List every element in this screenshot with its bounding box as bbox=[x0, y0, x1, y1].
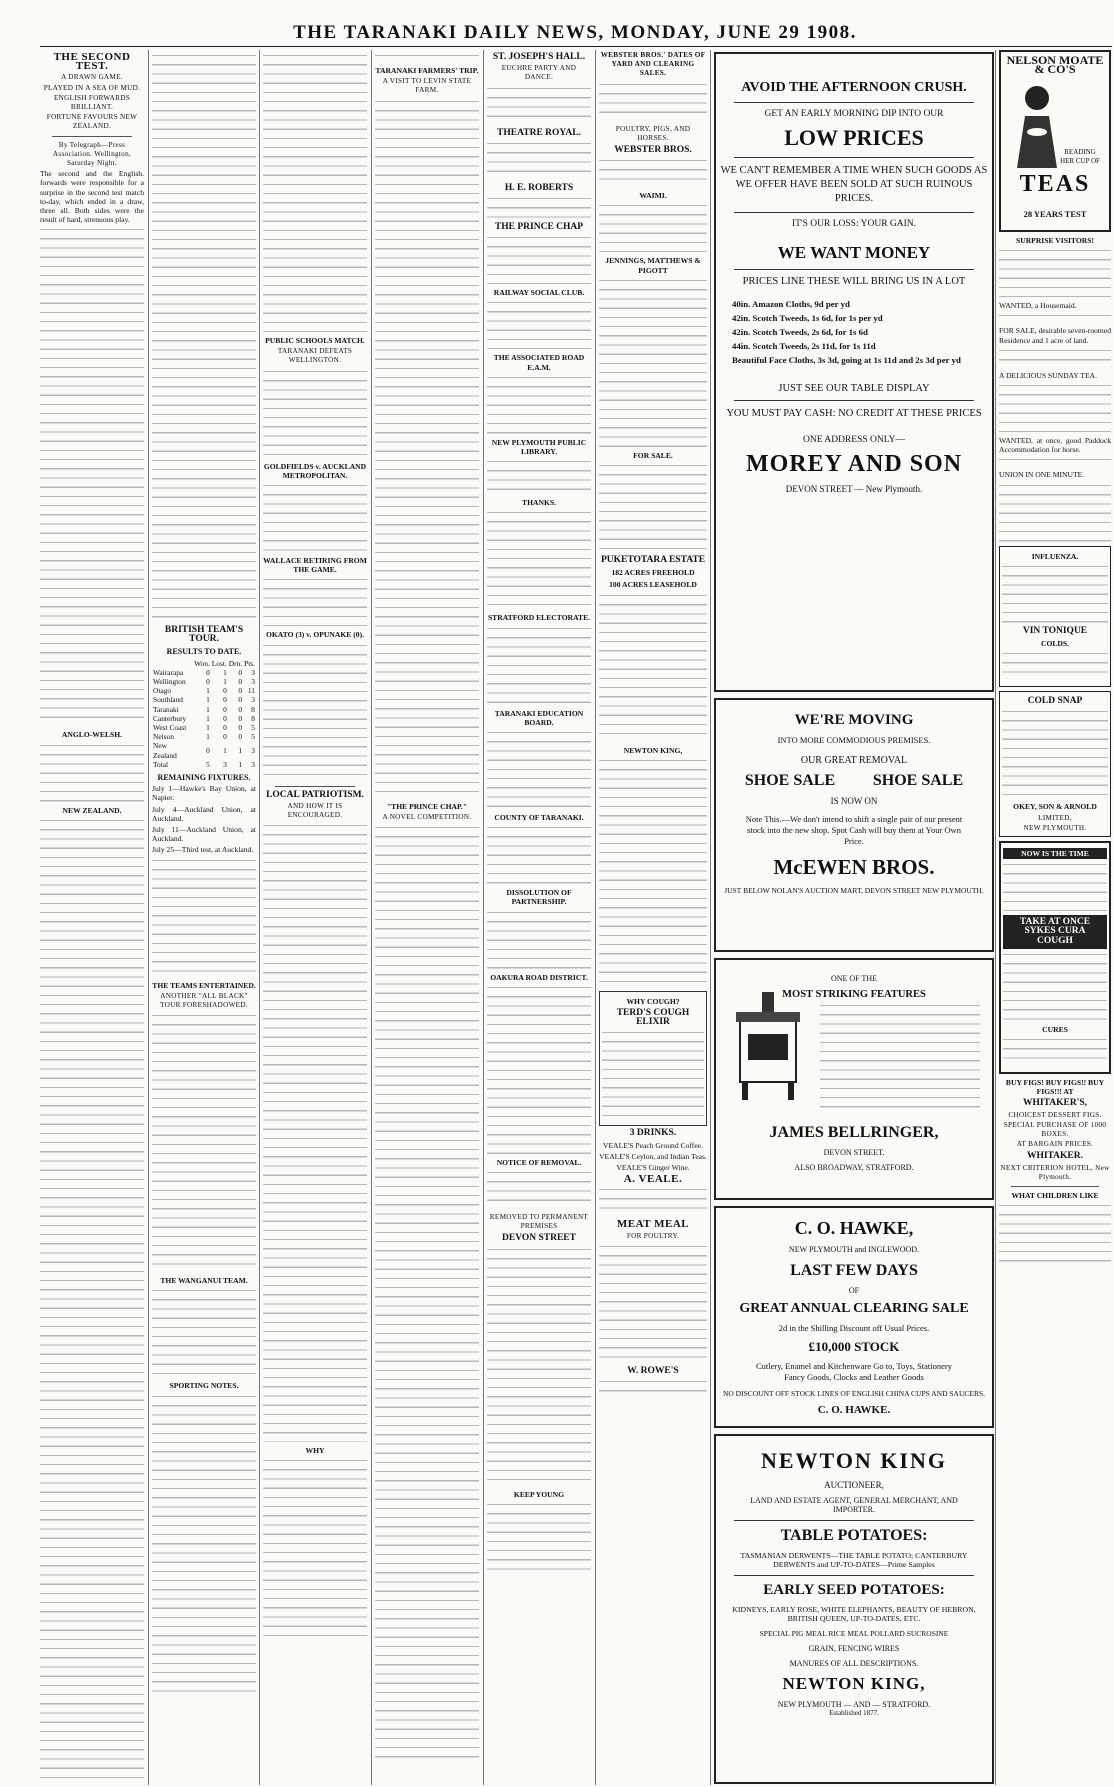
ad-line: WANTED, at once, good Paddock Accommodation for horse. bbox=[999, 436, 1111, 455]
article-body bbox=[263, 52, 367, 332]
notice-heading: 182 ACRES FREEHOLD bbox=[611, 568, 695, 578]
section-heading: REMAINING FIXTURES. bbox=[157, 773, 251, 783]
ad-line: GRAIN, FENCING WIRES bbox=[808, 1644, 900, 1653]
notice-body bbox=[599, 757, 707, 987]
ad-sign: C. O. HAWKE. bbox=[817, 1404, 891, 1416]
ad-line: AT BARGAIN PRICES. bbox=[1016, 1140, 1094, 1149]
fixture-item: July 25—Third test, at Auckland. bbox=[152, 845, 254, 855]
notice-heading: COUNTY OF TARANAKI. bbox=[494, 813, 584, 823]
column-5 bbox=[487, 50, 591, 1783]
table-row: Otago 1 0 0 11 bbox=[153, 686, 255, 696]
ad-headline: COLD SNAP bbox=[1027, 696, 1083, 707]
ad-firm: NEWTON KING bbox=[760, 1448, 947, 1473]
price-item: 42in. Scotch Tweeds, 1s 6d, for 1s per yd bbox=[732, 313, 883, 323]
column-2 bbox=[152, 50, 256, 1783]
ad-sub: INTO MORE COMMODIOUS PREMISES. bbox=[777, 735, 931, 745]
ad-line: IS NOW ON bbox=[830, 796, 878, 806]
ad-deck: FOR POULTRY. bbox=[626, 1231, 680, 1240]
ad-line: SPECIAL PURCHASE OF 1000 BOXES. bbox=[1003, 1120, 1107, 1139]
article-body bbox=[152, 1012, 256, 1272]
ad-title: AVOID THE AFTERNOON CRUSH. bbox=[741, 80, 967, 95]
sykes-advert bbox=[999, 841, 1111, 1074]
notice-heading: KEEP YOUNG bbox=[513, 1489, 565, 1499]
hawke-advert bbox=[714, 1206, 994, 1428]
dateline: By Telegraph—Press Association. Wellington, Saturday Night. bbox=[52, 140, 132, 168]
column-separator bbox=[148, 50, 149, 1785]
divider bbox=[734, 1575, 974, 1576]
mcewen-advert bbox=[714, 698, 994, 952]
ad-sub: AUCTIONEER, bbox=[824, 1480, 884, 1490]
ad-line: PRICES LINE THESE WILL BRING US IN A LOT bbox=[742, 276, 966, 287]
divider bbox=[734, 212, 974, 213]
ad-address: JUST BELOW NOLAN'S AUCTION MART, DEVON STREET NEW PLYMOUTH. bbox=[724, 886, 984, 895]
notice-body bbox=[487, 374, 591, 434]
ad-body: KIDNEYS, EARLY ROSE, WHITE ELEPHANTS, BEAUTY OF HEBRON, BRITISH QUEEN, UP-TO-DATES, ETC. bbox=[732, 1605, 976, 1623]
notice-body bbox=[599, 462, 707, 552]
ad-heading: TERD'S COUGH ELIXIR bbox=[616, 1008, 690, 1028]
notice-heading: PUKETOTARA ESTATE bbox=[600, 555, 706, 566]
notice-heading: THE PRINCE CHAP bbox=[494, 222, 584, 233]
ad-line: IT'S OUR LOSS: YOUR GAIN. bbox=[791, 219, 917, 229]
price-item: 40in. Amazon Cloths, 9d per yd bbox=[732, 299, 850, 309]
notice-body bbox=[487, 1246, 591, 1486]
table-row: Southland 1 0 0 3 bbox=[153, 695, 255, 705]
column-separator bbox=[595, 50, 596, 1785]
ad-line: YOU MUST PAY CASH: NO CREDIT AT THESE PRICES bbox=[726, 408, 982, 419]
notice-body bbox=[599, 277, 707, 447]
ad-address: DEVON STREET — New Plymouth. bbox=[785, 484, 923, 494]
notice-heading: THE ASSOCIATED ROAD E.A.M. bbox=[493, 353, 585, 372]
ad-heading: SURPRISE VISITORS! bbox=[1015, 236, 1094, 245]
nelson-tea-advert bbox=[999, 50, 1111, 232]
divider bbox=[734, 400, 974, 401]
ad-headline: TAKE AT ONCE SYKES CURA COUGH bbox=[1003, 915, 1107, 949]
article-body bbox=[152, 1393, 256, 1693]
ad-sub: NEW PLYMOUTH and INGLEWOOD. bbox=[788, 1245, 920, 1254]
notice-body bbox=[487, 458, 591, 494]
ad-body bbox=[999, 482, 1111, 542]
ad-body bbox=[999, 1202, 1111, 1262]
column-right bbox=[999, 50, 1111, 1783]
divider bbox=[52, 136, 132, 137]
notice-body bbox=[487, 984, 591, 1154]
notice-body bbox=[487, 195, 591, 219]
stove-illustration bbox=[726, 990, 810, 1110]
table-row: West Coast 1 0 0 5 bbox=[153, 723, 255, 733]
notice-body bbox=[487, 1501, 591, 1571]
ad-line: CHOICEST DESSERT FIGS. bbox=[1008, 1110, 1102, 1119]
ad-body bbox=[1002, 563, 1108, 623]
notice-body bbox=[599, 81, 707, 121]
ad-firm: WHITAKER'S, bbox=[1023, 1098, 1087, 1109]
article-deck: A DRAWN GAME. bbox=[61, 73, 123, 82]
article-headline: THE SECOND TEST. bbox=[53, 51, 131, 73]
ad-address: NEXT CRITERION HOTEL, New Plymouth. bbox=[1000, 1163, 1110, 1181]
ad-line: VEALE'S Ginger Wine. bbox=[616, 1163, 690, 1173]
ad-address: ALSO BROADWAY, STRATFORD. bbox=[794, 1163, 914, 1172]
article-body bbox=[263, 482, 367, 552]
ad-heading: CURES bbox=[1042, 1024, 1068, 1034]
ad-body bbox=[820, 1002, 980, 1112]
notice-heading: OAKURA ROAD DISTRICT. bbox=[490, 972, 588, 982]
section-heading: PUBLIC SCHOOLS MATCH. bbox=[265, 336, 365, 345]
section-deck: AND HOW IT IS ENCOURAGED. bbox=[287, 801, 343, 820]
ad-line: SPECIAL PIG MEAL RICE MEAL POLLARD SUCROSINE bbox=[759, 1629, 949, 1638]
notice-heading: NOTICE OF REMOVAL. bbox=[496, 1157, 582, 1167]
price-item: Beautiful Face Cloths, 3s 3d, going at 1s 11d and 2s 3d per yd bbox=[732, 355, 961, 365]
ad-line: OUR GREAT REMOVAL bbox=[800, 755, 908, 766]
ad-firm: NELSON MOATE & CO'S bbox=[1006, 53, 1104, 77]
fixture-item: July 4—Auckland Union, at Auckland. bbox=[152, 804, 256, 823]
ad-sub: LAND AND ESTATE AGENT, GENERAL MERCHANT, AND IMPORTER. bbox=[750, 1496, 958, 1514]
ad-firm: JAMES BELLRINGER, bbox=[769, 1124, 939, 1141]
table-row: Canterbury 1 0 0 8 bbox=[153, 713, 255, 723]
ad-headline: EARLY SEED POTATOES: bbox=[763, 1582, 945, 1598]
ad-address: NEW PLYMOUTH — AND — STRATFORD. bbox=[777, 1700, 931, 1709]
article-body bbox=[263, 368, 367, 458]
newton-king-advert bbox=[714, 1434, 994, 1784]
team-list bbox=[40, 742, 144, 802]
article-body bbox=[40, 817, 144, 1783]
column-separator bbox=[710, 50, 711, 1785]
notice-deck: EUCHRE PARTY AND DANCE. bbox=[501, 64, 577, 82]
bellringer-advert bbox=[714, 958, 994, 1200]
ad-heading: COLDS. bbox=[1040, 639, 1070, 649]
ad-headline: WE WANT MONEY bbox=[777, 243, 931, 262]
ad-heading: WHY COUGH? bbox=[626, 996, 680, 1006]
section-heading: WALLACE RETIRING FROM THE GAME. bbox=[263, 556, 367, 575]
article-body bbox=[40, 226, 144, 726]
ad-body: Note This.—We don't intend to shift a single pair of our present stock into the new shop. Spot Cash will buy them at Your Own Price. bbox=[745, 814, 963, 846]
notice-heading: THEATRE ROYAL. bbox=[497, 127, 581, 138]
divider bbox=[275, 786, 355, 787]
ad-heading: W. ROWE'S bbox=[627, 1365, 679, 1376]
article-body bbox=[152, 857, 256, 977]
ad-tag: READING HER CUP OF bbox=[1060, 148, 1100, 166]
divider bbox=[734, 102, 974, 103]
ad-firm: WHITAKER. bbox=[1026, 1151, 1084, 1162]
notice-body bbox=[487, 1169, 591, 1209]
notice-body bbox=[487, 625, 591, 705]
notice-body bbox=[487, 729, 591, 809]
section-heading: SPORTING NOTES. bbox=[169, 1381, 239, 1391]
ad-sub: ONE OF THE bbox=[830, 974, 878, 983]
table-row: Wellington 0 1 0 3 bbox=[153, 677, 255, 687]
ad-line: JUST SEE OUR TABLE DISPLAY bbox=[778, 383, 930, 394]
article-body bbox=[263, 576, 367, 626]
section-heading: OKATO (3) v. OPUNAKE (0). bbox=[265, 630, 364, 640]
ad-body bbox=[1003, 1036, 1107, 1066]
ad-headline: VIN TONIQUE bbox=[1022, 625, 1088, 636]
notice-heading: WAIMI. bbox=[639, 191, 667, 201]
notice-body bbox=[487, 140, 591, 180]
notice-heading: NEWTON KING, bbox=[623, 745, 683, 755]
ad-line: FOR SALE, desirable seven-roomed Residence and 1 acre of land. bbox=[999, 326, 1111, 345]
section-deck: TARANAKI DEFEATS WELLINGTON. bbox=[277, 347, 353, 365]
ad-line: VEALE'S Peach Ground Coffee. bbox=[603, 1140, 703, 1150]
ad-sign: NEWTON KING, bbox=[782, 1674, 926, 1693]
ad-headline: TEAS bbox=[1019, 171, 1091, 197]
ad-line: 28 YEARS TEST bbox=[1023, 209, 1087, 219]
notice-heading: STRATFORD ELECTORATE. bbox=[487, 613, 591, 623]
ad-line: NO DISCOUNT OFF STOCK LINES OF ENGLISH CHINA CUPS AND SAUCERS. bbox=[722, 1389, 986, 1398]
section-deck: A VISIT TO LEVIN STATE FARM. bbox=[382, 77, 472, 95]
table-total-row: Total 5 3 1 3 bbox=[153, 759, 255, 769]
notice-heading: JENNINGS, MATTHEWS & PIGOTT bbox=[605, 256, 701, 275]
ad-title: MOST STRIKING FEATURES bbox=[782, 989, 926, 1000]
ad-line: NEW PLYMOUTH. bbox=[1023, 823, 1087, 832]
stove-copy bbox=[820, 1000, 980, 1116]
notice-deck: POULTRY, PIGS, AND HORSES. bbox=[615, 124, 691, 142]
notice-heading: ST. JOSEPH'S HALL. bbox=[492, 52, 586, 62]
divider bbox=[734, 1520, 974, 1521]
ad-body bbox=[999, 312, 1111, 322]
table-row: Wairarapa 0 1 0 3 bbox=[153, 667, 255, 677]
ad-body bbox=[599, 1378, 707, 1398]
column-separator bbox=[259, 50, 260, 1785]
notice-heading: 100 ACRES LEASEHOLD bbox=[609, 580, 697, 590]
article-deck: PLAYED IN A SEA OF MUD. bbox=[43, 83, 141, 92]
ad-line: ONE ADDRESS ONLY— bbox=[803, 435, 905, 445]
ad-body bbox=[1003, 861, 1107, 911]
ad-heading: INFLUENZA. bbox=[1031, 551, 1079, 561]
ad-line: A DELICIOUS SUNDAY TEA. bbox=[999, 370, 1098, 380]
ad-heading: WHAT CHILDREN LIKE bbox=[1011, 1191, 1099, 1201]
vin-tonique-advert bbox=[999, 546, 1111, 688]
masthead: THE TARANAKI DAILY NEWS, MONDAY, JUNE 29 1908. bbox=[293, 22, 857, 43]
shoe-sale-label: SHOE SALE bbox=[872, 772, 964, 789]
cough-ad bbox=[599, 991, 707, 1127]
ad-body: WE CAN'T REMEMBER A TIME WHEN SUCH GOODS AS WE OFFER HAVE BEEN SOLD AT SUCH RUINOUS PRICES. bbox=[720, 165, 988, 204]
article-body bbox=[152, 52, 256, 622]
section-deck: A NOVEL COMPETITION. bbox=[382, 812, 472, 821]
section-heading: TARANAKI FARMERS' TRIP. bbox=[375, 66, 479, 75]
notice-heading: DISSOLUTION OF PARTNERSHIP. bbox=[506, 888, 572, 907]
table-row: Taranaki 1 0 0 8 bbox=[153, 704, 255, 714]
column-3 bbox=[263, 50, 367, 1783]
column-separator bbox=[483, 50, 484, 1785]
price-list bbox=[732, 297, 976, 367]
cold-snap-advert bbox=[999, 691, 1111, 837]
section-heading: RESULTS TO DATE. bbox=[166, 647, 242, 657]
column-1 bbox=[40, 50, 144, 1783]
price-item: 44in. Scotch Tweeds, 2s 11d, for 1s 11d bbox=[732, 341, 876, 351]
shoe-sale-label: SHOE SALE bbox=[744, 772, 836, 789]
ad-body bbox=[599, 1186, 707, 1216]
notice-body bbox=[487, 824, 591, 884]
article-deck: FORTUNE FAVOURS NEW ZEALAND. bbox=[46, 113, 138, 131]
ad-headline: LAST FEW DAYS bbox=[790, 1262, 918, 1279]
article-body bbox=[152, 1287, 256, 1377]
notice-body bbox=[487, 234, 591, 284]
article-body bbox=[375, 824, 479, 1764]
notice-heading: WEBSTER BROS. bbox=[614, 145, 692, 156]
notice-heading: TARANAKI EDUCATION BOARD. bbox=[494, 708, 584, 727]
ad-body bbox=[999, 247, 1111, 297]
section-heading: WHY bbox=[305, 1446, 325, 1456]
column-4 bbox=[375, 50, 479, 1783]
ad-headline: TABLE POTATOES: bbox=[780, 1527, 928, 1544]
notice-deck: REMOVED TO PERMANENT PREMISES bbox=[489, 1213, 589, 1231]
notice-heading: THANKS. bbox=[522, 498, 556, 508]
morey-advert bbox=[714, 52, 994, 692]
ad-line: OF bbox=[848, 1286, 860, 1295]
shoe-sale-row bbox=[726, 772, 982, 790]
ad-address: DEVON STREET. bbox=[823, 1148, 885, 1157]
ad-body bbox=[1002, 650, 1108, 680]
section-heading: BRITISH TEAM'S TOUR. bbox=[164, 625, 244, 645]
ad-body bbox=[999, 347, 1111, 367]
notice-body bbox=[487, 509, 591, 609]
column-separator bbox=[371, 50, 372, 1785]
ad-headline: GREAT ANNUAL CLEARING SALE bbox=[739, 1301, 969, 1316]
notice-body bbox=[487, 909, 591, 969]
section-heading: GOLDFIELDS v. AUCKLAND METROPOLITAN. bbox=[263, 461, 367, 480]
ad-firm: OKEY, SON & ARNOLD bbox=[1013, 802, 1097, 812]
ad-firm: C. O. HAWKE, bbox=[794, 1218, 914, 1238]
article-lead: The second and the English. forwards were responsible for a surprise in the second test match to-day, which ended in a draw, three all. Both sides were the result of hard, strenuous play. bbox=[40, 169, 144, 225]
ad-body bbox=[999, 382, 1111, 432]
divider bbox=[1011, 1186, 1099, 1187]
article-deck: ENGLISH FORWARDS BRILLIANT. bbox=[53, 93, 131, 112]
ad-heading: 3 DRINKS. bbox=[629, 1128, 677, 1139]
ad-body bbox=[602, 1029, 704, 1119]
team-heading: ANGLO-WELSH. bbox=[61, 730, 123, 740]
article-body bbox=[375, 52, 479, 62]
article-body bbox=[263, 822, 367, 1442]
fixture-item: July 11—Auckland Union, at Auckland. bbox=[152, 825, 256, 844]
ad-line: WANTED, a Housemaid. bbox=[999, 301, 1077, 311]
notice-body bbox=[487, 85, 591, 125]
column-separator bbox=[995, 50, 996, 1785]
notice-body bbox=[487, 299, 591, 349]
ad-line: LIMITED, bbox=[1038, 813, 1072, 822]
article-body bbox=[263, 642, 367, 782]
table-row: New Zealand 0 1 1 3 bbox=[153, 741, 255, 760]
ad-headline: NOW IS THE TIME bbox=[1003, 848, 1107, 859]
ad-body bbox=[599, 1243, 707, 1363]
notice-heading: WEBSTER BROS.' DATES OF YARD AND CLEARING SALES. bbox=[600, 51, 706, 78]
notice-body bbox=[599, 202, 707, 252]
ad-line: Established 1877. bbox=[829, 1709, 879, 1717]
ad-line: MANURES OF ALL DESCRIPTIONS. bbox=[789, 1659, 919, 1668]
article-body bbox=[375, 98, 479, 798]
results-table bbox=[152, 659, 256, 769]
stove-icon bbox=[726, 990, 810, 1110]
ad-headline: LOW PRICES bbox=[784, 125, 924, 150]
section-heading: "THE PRINCE CHAP." bbox=[386, 801, 468, 811]
ad-body bbox=[999, 456, 1111, 466]
section-deck: ANOTHER "ALL BLACK" TOUR FORESHADOWED. bbox=[160, 991, 248, 1010]
section-heading: THE WANGANUI TEAM. bbox=[160, 1276, 248, 1286]
notice-heading: DEVON STREET bbox=[502, 1233, 576, 1244]
section-heading: THE TEAMS ENTERTAINED. bbox=[152, 980, 256, 990]
ad-heading: BUY FIGS! BUY FIGS!! BUY FIGS!!! AT bbox=[1005, 1078, 1105, 1097]
ad-firm: MOREY AND SON bbox=[745, 451, 963, 477]
ad-heading: A. VEALE. bbox=[623, 1173, 683, 1186]
ad-body bbox=[1002, 708, 1108, 798]
notice-body bbox=[599, 157, 707, 187]
fixture-item: July 1—Hawke's Bay Union, at Napier. bbox=[152, 784, 256, 803]
notice-heading: FOR SALE. bbox=[633, 450, 673, 460]
divider bbox=[734, 269, 974, 270]
ad-line: VEALE'S Ceylon, and Indian Teas. bbox=[599, 1151, 707, 1161]
masthead-rule bbox=[40, 46, 1112, 47]
ad-sub: GET AN EARLY MORNING DIP INTO OUR bbox=[764, 109, 944, 119]
column-6 bbox=[599, 50, 707, 1783]
divider bbox=[734, 157, 974, 158]
ad-firm: McEWEN BROS. bbox=[773, 855, 935, 879]
price-item: 42in. Scotch Tweeds, 2s 6d, for 1s 6d bbox=[732, 327, 868, 337]
ad-headline: £10,000 STOCK bbox=[808, 1339, 900, 1354]
notice-heading: NEW PLYMOUTH PUBLIC LIBRARY. bbox=[491, 437, 587, 457]
ad-title: WE'RE MOVING bbox=[794, 712, 914, 728]
ad-body: TASMANIAN DERWENTS—THE TABLE POTATO; CANTERBURY DERWENTS and UP-TO-DATES—Prime Samples bbox=[740, 1551, 968, 1569]
team-heading: NEW ZEALAND. bbox=[62, 805, 122, 815]
table-header-row: Won. Lost. Drn. Pts. bbox=[194, 658, 255, 668]
notice-heading: H. E. ROBERTS bbox=[504, 182, 574, 193]
ad-body: Cutlery, Enamel and Kitchenware Go to, Toys, Stationery Fancy Goods, Clocks and Leather Goods bbox=[755, 1361, 953, 1382]
table-row: Nelson 1 0 0 5 bbox=[153, 732, 255, 742]
notice-body bbox=[599, 592, 707, 742]
ad-body bbox=[1003, 951, 1107, 1021]
section-heading: LOCAL PATRIOTISM. bbox=[266, 789, 364, 800]
ad-line: 2d in the Shilling Discount off Usual Prices. bbox=[778, 1323, 930, 1333]
notice-heading: RAILWAY SOCIAL CLUB. bbox=[493, 288, 585, 298]
ad-line: UNION IN ONE MINUTE. bbox=[999, 470, 1085, 480]
ad-heading: MEAT MEAL bbox=[616, 1218, 690, 1231]
article-body bbox=[263, 1457, 367, 1637]
